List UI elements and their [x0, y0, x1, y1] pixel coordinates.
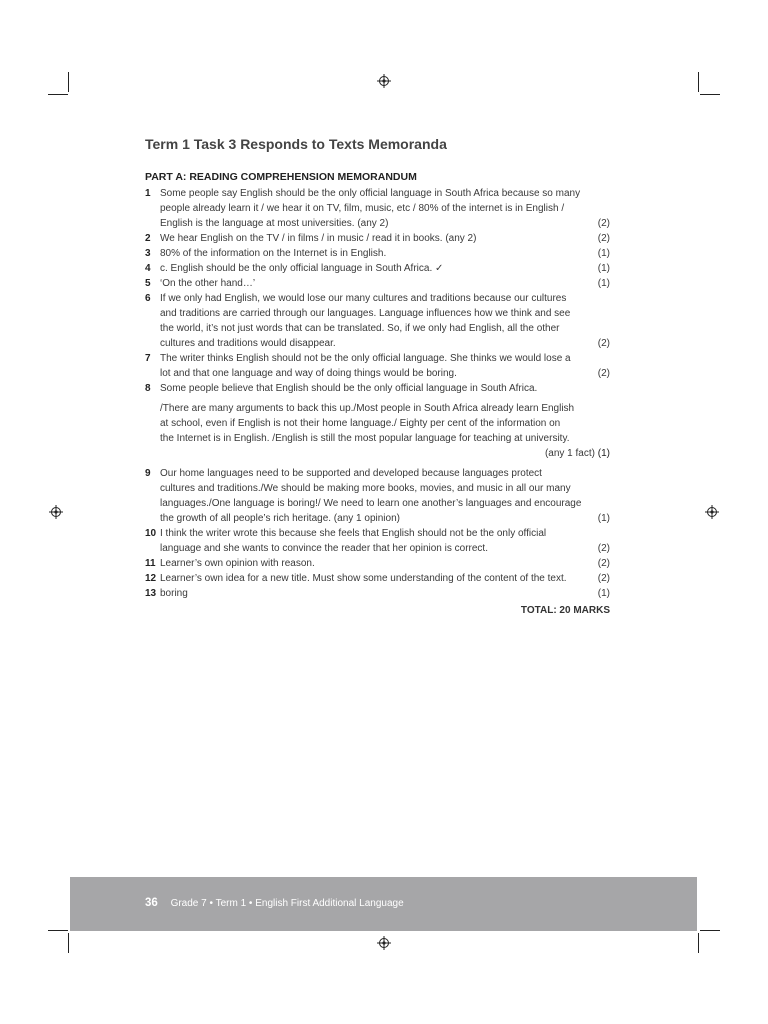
answer-line: Our home languages need to be supported and developed because languages protect	[160, 468, 542, 479]
total-marks: TOTAL: 20 MARKS	[520, 605, 610, 616]
answer-line: languages./One language is boring!/ We need to learn one another’s languages and encourage	[160, 498, 582, 509]
question-number: 11	[145, 558, 156, 569]
question-item	[145, 261, 610, 276]
question-item	[145, 186, 610, 231]
question-answer	[160, 231, 610, 246]
crop-mark-top-right-h	[700, 94, 720, 95]
question-number: 12	[145, 573, 157, 584]
q8-extra-marks	[160, 446, 610, 461]
part-heading: PART A: READING COMPREHENSION MEMORANDUM	[145, 171, 417, 183]
question-answer	[160, 351, 610, 381]
question-number: 2	[145, 233, 151, 244]
page-title: Term 1 Task 3 Responds to Texts Memoranda	[145, 136, 447, 152]
mark-allocation: (2)	[597, 233, 610, 244]
answer-line: We hear English on the TV / in films / in music / read it in books. (any 2)	[160, 233, 477, 244]
answer-line: the growth of all people’s rich heritage. (any 1 opinion)	[160, 513, 400, 524]
answer-line: Learner’s own opinion with reason.	[160, 558, 315, 569]
question-answer	[160, 186, 610, 231]
question-answer	[160, 381, 610, 396]
answer-line: lot and that one language and way of doing things would be boring.	[160, 368, 457, 379]
page-number: 36	[145, 897, 158, 909]
registration-mark-icon	[705, 505, 719, 519]
question-number: 13	[145, 588, 157, 599]
question-number: 10	[145, 528, 157, 539]
answer-line: English is the language at most universities. (any 2)	[160, 218, 389, 229]
footer-band	[70, 877, 697, 931]
question-answer	[160, 291, 610, 351]
answer-line: boring	[160, 588, 188, 599]
question-answer	[160, 586, 610, 601]
question-answer	[160, 526, 610, 556]
question-item	[145, 526, 610, 556]
question-number: 9	[145, 468, 151, 479]
crop-mark-bottom-right-h	[700, 930, 720, 931]
question-list	[145, 466, 610, 601]
q8-extra-facts	[160, 401, 610, 461]
crop-mark-bottom-left-v	[68, 933, 69, 953]
question-item	[145, 381, 610, 396]
q8-extra-line: /There are many arguments to back this up./Most people in South Africa already learn English	[160, 403, 575, 414]
question-number: 3	[145, 248, 151, 259]
registration-mark-icon	[377, 936, 391, 950]
crop-mark-top-right-v	[698, 72, 699, 92]
question-answer	[160, 571, 610, 586]
mark-allocation: (1)	[597, 263, 610, 274]
mark-allocation: (2)	[597, 543, 610, 554]
question-answer	[160, 466, 610, 526]
answer-line: Some people say English should be the only official language in South Africa because so many	[160, 188, 581, 199]
q8-extra-note: (any 1 fact)	[544, 448, 595, 459]
mark-allocation: (2)	[597, 558, 610, 569]
question-item	[145, 276, 610, 291]
mark-allocation: (2)	[597, 573, 610, 584]
crop-mark-top-left-v	[68, 72, 69, 92]
registration-mark-icon	[377, 74, 391, 88]
crop-mark-bottom-left-h	[48, 930, 68, 931]
question-item	[145, 586, 610, 601]
answer-line: the world, it’s not just words that can be translated. So, if we only had English, all the other	[160, 323, 560, 334]
mark-allocation: (1)	[597, 588, 610, 599]
question-answer	[160, 261, 610, 276]
answer-line: Some people believe that English should be the only official language in South Africa.	[160, 383, 538, 394]
mark-allocation: (1)	[597, 513, 610, 524]
mark-allocation: (1)	[597, 248, 610, 259]
q8-extra-line: the Internet is in English. /English is still the most popular language for teaching at university.	[160, 433, 570, 444]
answer-line: I think the writer wrote this because she feels that English should not be the only official	[160, 528, 547, 539]
q8-extra-mark: (1)	[597, 448, 610, 459]
mark-allocation: (1)	[597, 278, 610, 289]
question-number: 8	[145, 383, 151, 394]
answer-line: 80% of the information on the Internet is in English.	[160, 248, 387, 259]
question-number: 7	[145, 353, 151, 364]
mark-allocation: (2)	[597, 218, 610, 229]
footer	[145, 897, 404, 909]
answer-line: cultures and traditions./We should be making more books, movies, and music in all our many	[160, 483, 571, 494]
answer-line: and traditions are carried through our languages. Language influences how we think and see	[160, 308, 571, 319]
crop-mark-top-left-h	[48, 94, 68, 95]
question-number: 6	[145, 293, 151, 304]
question-list	[145, 186, 610, 396]
answer-line: If we only had English, we would lose our many cultures and traditions because our cultures	[160, 293, 567, 304]
mark-allocation: (2)	[597, 368, 610, 379]
answer-line: language and she wants to convince the reader that her opinion is correct.	[160, 543, 488, 554]
question-item	[145, 351, 610, 381]
footer-text: Grade 7 • Term 1 • English First Additional Language	[170, 898, 404, 909]
answer-line: The writer thinks English should not be the only official language. She thinks we would lose a	[160, 353, 571, 364]
question-number: 5	[145, 278, 151, 289]
question-answer	[160, 556, 610, 571]
question-item	[145, 571, 610, 586]
crop-mark-bottom-right-v	[698, 933, 699, 953]
question-item	[145, 246, 610, 261]
q8-extra-line: at school, even if English is not their home language./ Eighty per cent of the information on	[160, 418, 561, 429]
answer-line: people already learn it / we hear it on TV, film, music, etc / 80% of the internet is in English /	[160, 203, 565, 214]
question-item	[145, 291, 610, 351]
answer-line: c. English should be the only official language in South Africa. ✓	[160, 263, 444, 274]
question-item	[145, 556, 610, 571]
question-answer	[160, 246, 610, 261]
question-item	[145, 231, 610, 246]
answer-line: ‘On the other hand…’	[160, 278, 256, 289]
question-number: 4	[145, 263, 151, 274]
registration-mark-icon	[49, 505, 63, 519]
question-number: 1	[145, 188, 151, 199]
memorandum-content	[145, 136, 610, 616]
answer-line: Learner’s own idea for a new title. Must show some understanding of the content of the text.	[160, 573, 567, 584]
answer-line: cultures and traditions would disappear.	[160, 338, 336, 349]
mark-allocation: (2)	[597, 338, 610, 349]
question-answer	[160, 276, 610, 291]
question-item	[145, 466, 610, 526]
